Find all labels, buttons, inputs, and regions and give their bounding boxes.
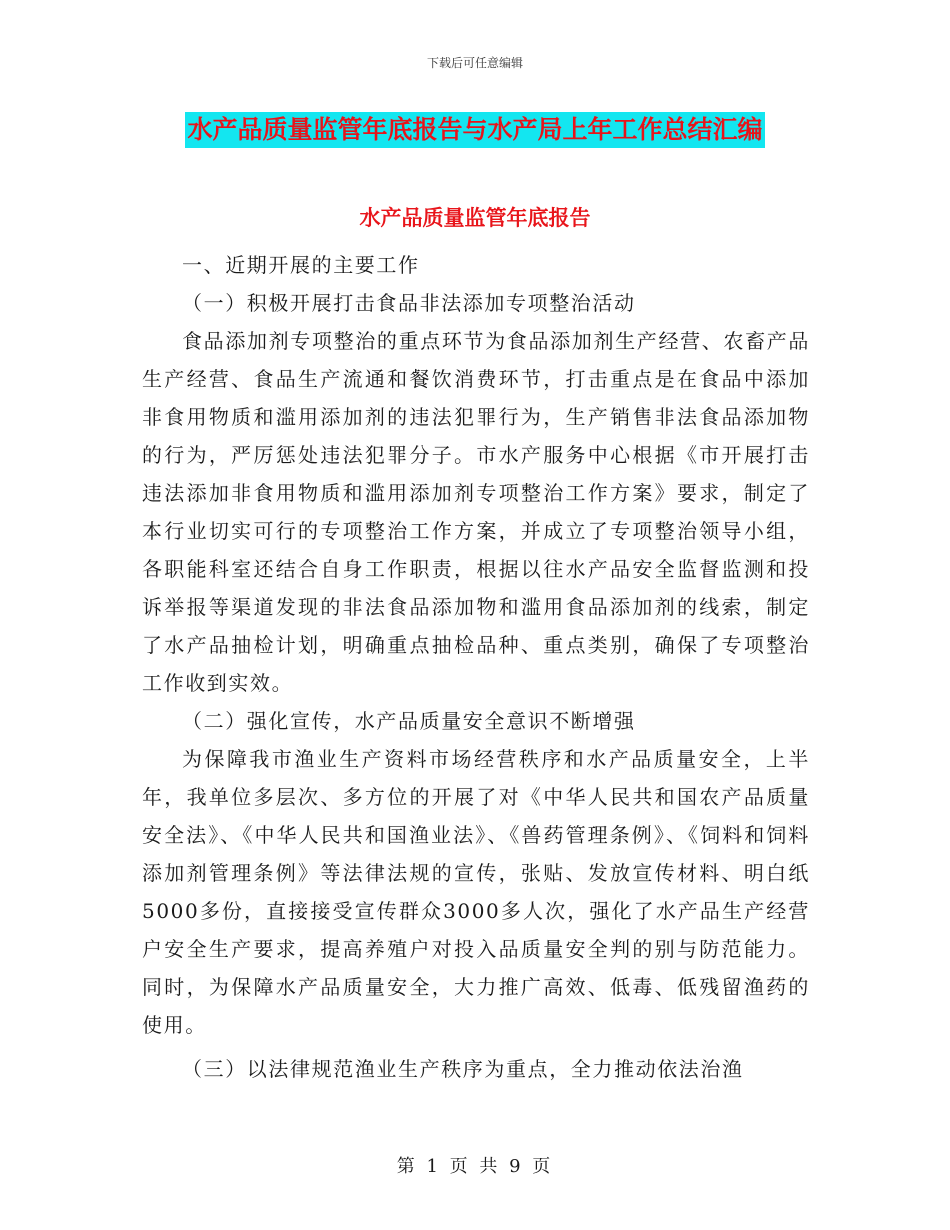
document-title — [0, 112, 950, 148]
document-body — [142, 246, 810, 1088]
subheading: （一）积极开展打击食品非法添加专项整治活动 — [182, 291, 636, 315]
subheading: （二）强化宣传，水产品质量安全意识不断增强 — [182, 709, 636, 733]
body-paragraph: 食品添加剂专项整治的重点环节为食品添加剂生产经营、农畜产品生产经营、食品生产流通和餐饮消费环节，打击重点是在食品中添加非食用物质和滥用添加剂的违法犯罪行为，生产销售非法食品添加物的行为，严厉惩处违法犯罪分子。市水产服务中心根据《市开展打击违法添加非食用物质和滥用添加剂专项整治工作方案》要求，制定了本行业切实可行的专项整治工作方案，并成立了专项整治领导小组，各职能科室还结合自身工作职责，根据以往水产品安全监督监测和投诉举报等渠道发现的非法食品添加物和滥用食品添加剂的线索，制定了水产品抽检计划，明确重点抽检品种、重点类别，确保了专项整治工作收到实效。 — [142, 329, 810, 695]
page-number: 第 1 页 共 9 页 — [396, 1156, 554, 1177]
heading-level-1: 一、近期开展的主要工作 — [182, 253, 420, 277]
document-title-text: 水产品质量监管年底报告与水产局上年工作总结汇编 — [185, 112, 764, 148]
body-paragraph: 为保障我市渔业生产资料市场经营秩序和水产品质量安全，上半年，我单位多层次、多方位的开展了对《中华人民共和国农产品质量安全法》、《中华人民共和国渔业法》、《兽药管理条例》、《饲料和饲料添加剂管理条例》等法律法规的宣传，张贴、发放宣传材料、明白纸5000多份，直接接受宣传群众3000多人次，强化了水产品生产经营户安全生产要求，提高养殖户对投入品质量安全判的别与防范能力。同时，为保障水产品质量安全，大力推广高效、低毒、低残留渔药的使用。 — [142, 747, 810, 1037]
section-title: 水产品质量监管年底报告 — [359, 206, 591, 230]
header-note: 下载后可任意编辑 — [426, 56, 523, 70]
subheading: （三）以法律规范渔业生产秩序为重点，全力推动依法治渔 — [182, 1057, 744, 1081]
